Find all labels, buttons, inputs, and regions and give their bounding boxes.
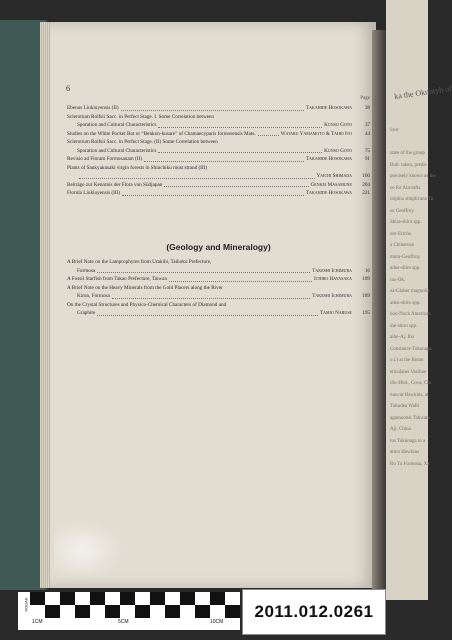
toc-entry-title: Studies on the White Pocket Rot or “Benkon-kusare” of Chamaecyparis formosensis Mats. [67,130,256,137]
toc-entry-page: 189 [362,293,370,299]
toc-row [67,309,370,318]
toc-entry-title: Formosa [77,267,96,274]
toc-row [67,275,370,284]
toc-leader-dots [158,147,322,154]
scale-label-1cm: 1CM [32,619,43,625]
right-page-line: o.i.) at the Botan [390,358,424,363]
toc-entry-author: Ichiro Hayasaka [314,276,352,282]
toc-entry-title: A Brief Note on the Heavy Minerals from the Gold Placers along the River [67,284,223,291]
toc-entry-author: Kunso Goto [324,122,352,128]
toc-row [67,189,370,198]
toc-row [67,301,370,310]
toc-geology-rows [67,258,370,318]
toc-entry-author: Kunso Goto [324,147,352,154]
toc-entry-title: Sporation and Cultural Characteristics [77,147,157,154]
right-page-line: agamoonsi Takwam [390,415,430,421]
toc-leader-dots [97,267,310,274]
toc-row [67,181,370,190]
right-page-line: eticulatus Vasiliae [390,369,427,375]
toc-row [67,138,370,147]
right-page-line: a Chinerosa [390,243,414,248]
toc-leader-dots [164,181,308,188]
toc-entry-title: A Brief Note on the Lamprophyres from Urakibi, Taihoku Prefecture, [67,259,212,265]
toc-geology [67,258,370,318]
toc-entry-page: 195 [362,310,370,316]
toc-entry-page: 75 [364,147,370,154]
toc-entry-author: Genkei Masamune [310,181,352,188]
book-gutter [372,30,386,590]
right-page-line: us Geoffroy [390,208,414,214]
toc-entry-title: Sclerotium Rolfsii Sacc. in Perfect Stage. I. Some Correlation between [67,113,214,120]
page-number: 6 [66,84,70,93]
toc-entry-page: 189 [362,276,370,282]
toc-row [67,172,370,181]
right-page [386,0,452,600]
right-page-line: ihe-shiro spp. [390,323,418,329]
toc-row [67,147,370,156]
toc-entry-title: A Fossil Starfish from Takao Prefecture, Taiwan [67,276,168,282]
toc-entry-title: Florula Liukiuyensis (III) [67,190,121,196]
right-page-line: ore-Erichs. [390,231,413,237]
toc-entry-title: Ebenus Liukiuyensis (II) [67,105,119,111]
scale-label-10cm: 10CM [210,619,224,625]
toc-entry-page: 38 [364,105,370,111]
right-page-line: ilophia simplicana Ta [390,197,433,202]
right-page-line: state of the group [390,151,425,156]
right-page-line: Constance Tokunaga [390,346,432,352]
right-page-line: nuncat Hawkins, at [390,392,429,398]
scale-bar-side [18,592,30,630]
right-page-line: adue-shiro spp. [390,266,421,271]
toc-leader-dots [258,130,279,137]
right-page-line: boo-Nock American [390,312,431,317]
toc-row [67,284,370,293]
page-column-label: Page [360,96,370,101]
toc-entry-title: Beiträge zur Kenntnis der Flora von Südjapan [67,181,163,188]
right-page-line: aitsu-shiro spp. [390,300,421,306]
toc-leader-dots [112,292,310,299]
toc-entry-author: Takahide Hosokawa [305,105,352,111]
toc-leader-dots [97,309,318,316]
toc-row [67,121,370,130]
toc-leader-dots [122,189,304,196]
toc-entry-author: Yaichi Shimada [316,173,352,179]
right-page-line: Ro Tu Formosa, Xx [390,461,430,467]
toc-entry-page: 91 [364,156,370,162]
right-page-heading: ka the Okuntyh of [393,84,452,101]
toc-entry-title: On the Crystal Structures and Physico-Chemical Characters of Diamond and [67,301,227,308]
toc-entry-page: 16 [364,267,370,274]
scale-side-label: KODAK [23,597,29,612]
section-title: (Geology and Mineralogy) [166,242,271,252]
right-page-line: Tokudea Walli [390,404,420,409]
right-page-line: Bull. taken, predic [390,162,427,168]
right-page-line: ation Hawkins [390,450,420,455]
toc-entry-title: Sclerotium Rolfsii Sacc. in Perfect Stage. (II) Some Correlation between [67,139,218,145]
scale-bar [23,592,240,630]
toc-entry-author: Wataru Yamamoto & Tahei Ito [280,130,352,137]
toc-entry-author: Takahide Hosokawa [305,190,352,196]
toc-row [67,292,370,301]
toc-top-rows [67,104,370,198]
right-page-line: rus-Ok. [390,277,406,283]
toc-leader-dots [121,104,304,111]
right-page-line: Aji, China [390,427,411,432]
toc-entry-page: 204 [362,181,370,188]
toc-entry-author: Takahide Hosokawa [305,156,352,162]
right-page-line: Shira-shiro spp. [390,220,422,225]
right-page-line: precisely known as the [390,174,436,179]
toc-entry-author: Tamio Naruse [320,310,352,316]
right-page-line: aihe-Aj. Ibo [390,335,415,340]
toc-leader-dots [144,155,304,162]
toc-leader-dots [79,172,315,179]
right-page-line: iliu-Hiol., Cova, Chi [390,381,432,386]
page-stain [54,520,124,580]
toc-top [67,96,370,198]
toc-entry-page: 44 [364,130,370,137]
right-page-line: mura-Geoffroy [390,254,421,260]
toc-entry-title: Sporation and Cultural Characteristics [77,122,157,128]
toc-row [67,113,370,122]
toc-entry-page: 221 [362,190,370,196]
toc-row [67,258,370,267]
toc-entry-page: 37 [364,122,370,128]
toc-leader-dots [169,275,312,282]
toc-entry-title [67,172,77,181]
toc-row [67,267,370,276]
toc-entry-title: Plants of Saukyakusaki virgin forests in Shinchiku must strand (III) [67,164,208,171]
right-page-line: ce for Aircrafts [390,185,421,191]
toc-entry-title: Kirun, Formosa [77,293,110,299]
toc-row [67,104,370,113]
toc-row [67,164,370,173]
toc-entry-title: Graphite [77,310,96,316]
scale-label-5cm: 5CM [118,619,129,625]
catalog-number: 2011.012.0261 [242,589,386,635]
toc-leader-dots [158,121,322,128]
toc-entry-author: Takeshi Ichimura [312,293,352,299]
toc-entry-author: Takeshi Ichimura [312,267,352,274]
scale-checker-bottom [30,605,240,618]
right-page-line: ea-Glaber magnolia [390,289,430,294]
toc-row [67,155,370,164]
toc-entry-page: 160 [362,173,370,179]
toc-entry-title: Revisio ad Floram Formosanam (II) [67,156,142,162]
toc-row [67,130,370,139]
right-page-line: Syst [390,128,399,133]
right-page-line: lus Tokunaga to a [390,438,426,444]
